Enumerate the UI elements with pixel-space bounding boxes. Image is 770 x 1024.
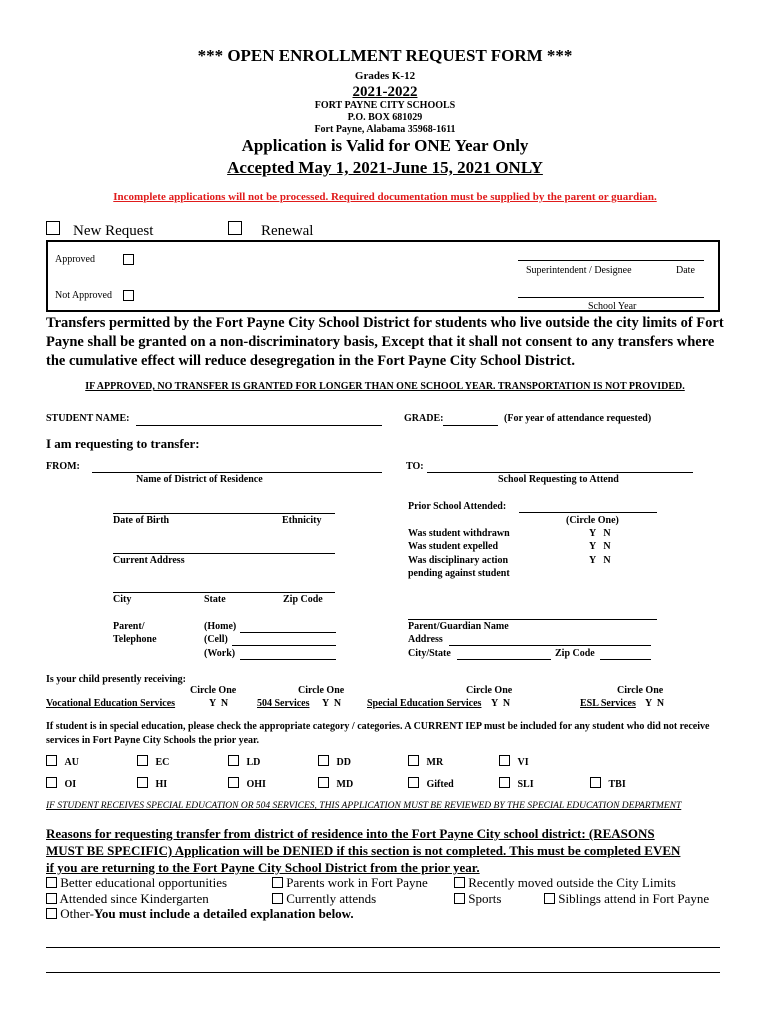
category-gifted[interactable] bbox=[408, 777, 454, 790]
to-caption: School Requesting to Attend bbox=[498, 474, 619, 485]
reason-parents-work[interactable] bbox=[272, 875, 428, 891]
transfer-policy: Transfers permitted by the Fort Payne City School District for students who live outside the city limits of Fort Payne shall be granted on a non-discriminatory basis, Except that it shall not consent to any transfers where the cumulative effect will reduce desegregation in the Fort Payne City School District. bbox=[46, 315, 724, 369]
cell-phone-label: (Cell) bbox=[204, 634, 228, 645]
work-phone-field[interactable] bbox=[240, 648, 336, 660]
guardian-zip-label: Zip Code bbox=[555, 648, 595, 659]
grade-field[interactable] bbox=[443, 413, 498, 426]
withdrawn-yn[interactable]: Y N bbox=[589, 528, 611, 539]
district-name: FORT PAYNE CITY SCHOOLS bbox=[314, 100, 456, 111]
date-label: Date bbox=[676, 265, 695, 276]
other-checkbox[interactable] bbox=[46, 908, 57, 919]
category-ld[interactable] bbox=[228, 755, 260, 768]
vocational-services-label: Vocational Education Services bbox=[46, 698, 176, 709]
parent-label: Parent/ bbox=[113, 621, 145, 632]
tbi-label: TBI bbox=[608, 779, 626, 790]
hi-label: HI bbox=[155, 779, 168, 790]
category-au[interactable] bbox=[46, 755, 79, 768]
ohi-label: OHI bbox=[246, 779, 266, 790]
valid-line: Application is Valid for ONE Year Only bbox=[241, 136, 529, 155]
superintendent-signature-line[interactable] bbox=[518, 248, 704, 261]
special-ed-review-note: IF STUDENT RECEIVES SPECIAL EDUCATION OR 504 SERVICES, THIS APPLICATION MUST BE REVIEWED BY THE SPECIAL EDUCATION DEPARTMENT bbox=[46, 801, 682, 811]
special-ed-yn[interactable]: Y N bbox=[491, 698, 511, 709]
since-kindergarten-label: Attended since Kindergarten bbox=[59, 891, 209, 906]
sports-label: Sports bbox=[468, 891, 502, 906]
category-hi[interactable] bbox=[137, 777, 167, 790]
vi-checkbox[interactable] bbox=[499, 755, 510, 766]
not-approved-label: Not Approved bbox=[55, 290, 112, 301]
esl-yn[interactable]: Y N bbox=[645, 698, 665, 709]
incomplete-warning: Incomplete applications will not be processed. Required documentation must be supplied by the parent or guardian. bbox=[113, 191, 657, 203]
dob-label: Date of Birth bbox=[113, 515, 170, 526]
guardian-name-field[interactable] bbox=[408, 609, 657, 620]
guardian-address-field[interactable] bbox=[449, 634, 651, 646]
special-ed-note: If student is in special education, please check the appropriate category / categories. A CURRENT IEP must be included for any student who did not receive services in Fort Payne City Schools the prior year. bbox=[46, 721, 710, 746]
zip-label: Zip Code bbox=[283, 594, 323, 605]
reason-siblings[interactable] bbox=[544, 891, 709, 907]
approved-label: Approved bbox=[55, 254, 95, 265]
hi-checkbox[interactable] bbox=[137, 777, 148, 788]
from-district-field[interactable] bbox=[92, 461, 382, 473]
parents-work-checkbox[interactable] bbox=[272, 877, 283, 888]
au-label: AU bbox=[64, 757, 79, 768]
siblings-checkbox[interactable] bbox=[544, 893, 555, 904]
withdrawn-label: Was student withdrawn bbox=[408, 528, 510, 539]
ld-label: LD bbox=[246, 757, 261, 768]
city-state-zip-field[interactable] bbox=[113, 582, 335, 593]
au-checkbox[interactable] bbox=[46, 755, 57, 766]
category-md[interactable] bbox=[318, 777, 353, 790]
disciplinary-yn[interactable]: Y N bbox=[589, 555, 611, 566]
oi-label: OI bbox=[64, 779, 77, 790]
reason-other[interactable] bbox=[46, 906, 354, 922]
disciplinary-label-2: pending against student bbox=[408, 568, 510, 579]
ohi-checkbox[interactable] bbox=[228, 777, 239, 788]
student-name-label: STUDENT NAME: bbox=[46, 413, 130, 424]
form-title: *** OPEN ENROLLMENT REQUEST FORM *** bbox=[197, 46, 573, 65]
explanation-line-1[interactable] bbox=[46, 937, 720, 948]
sli-checkbox[interactable] bbox=[499, 777, 510, 788]
grades-label: Grades K-12 bbox=[354, 70, 416, 82]
renewal-option[interactable] bbox=[228, 221, 313, 240]
better-education-label: Better educational opportunities bbox=[60, 875, 228, 890]
sli-label: SLI bbox=[517, 779, 534, 790]
category-sli[interactable] bbox=[499, 777, 534, 790]
reasons-heading-3: if you are returning to the Fort Payne City School District from the prior year. bbox=[46, 860, 480, 875]
currently-attends-checkbox[interactable] bbox=[272, 893, 283, 904]
school-year-label: School Year bbox=[588, 301, 637, 312]
md-checkbox[interactable] bbox=[318, 777, 329, 788]
504-yn[interactable]: Y N bbox=[322, 698, 342, 709]
renewal-checkbox[interactable] bbox=[228, 221, 242, 235]
reason-since-kindergarten[interactable] bbox=[46, 891, 209, 907]
disciplinary-label: Was disciplinary action bbox=[408, 555, 509, 566]
reasons-heading-1: Reasons for requesting transfer from district of residence into the Fort Payne City school district: (REASONS bbox=[46, 826, 655, 841]
state-label: State bbox=[204, 594, 226, 605]
school-year-line[interactable] bbox=[518, 287, 704, 298]
cell-phone-field[interactable] bbox=[232, 634, 336, 646]
guardian-city-field[interactable] bbox=[457, 648, 551, 660]
category-vi[interactable] bbox=[499, 755, 529, 768]
circle-one-label: (Circle One) bbox=[566, 515, 619, 526]
recently-moved-label: Recently moved outside the City Limits bbox=[468, 875, 676, 890]
student-name-field[interactable] bbox=[136, 413, 382, 426]
sports-checkbox[interactable] bbox=[454, 893, 465, 904]
dd-checkbox[interactable] bbox=[318, 755, 329, 766]
recently-moved-checkbox[interactable] bbox=[454, 877, 465, 888]
ec-label: EC bbox=[155, 757, 170, 768]
to-label: TO: bbox=[406, 461, 424, 472]
esl-circle-one: Circle One bbox=[617, 685, 664, 696]
currently-attends-label: Currently attends bbox=[286, 891, 377, 906]
reasons-heading-2: MUST BE SPECIFIC) Application will be DENIED if this section is not completed. This must be completed EVEN bbox=[46, 843, 681, 858]
accepted-line: Accepted May 1, 2021-June 15, 2021 ONLY bbox=[227, 158, 543, 177]
home-phone-field[interactable] bbox=[240, 621, 336, 633]
guardian-name-label: Parent/Guardian Name bbox=[408, 621, 509, 632]
siblings-label: Siblings attend in Fort Payne bbox=[558, 891, 710, 906]
approved-checkbox[interactable] bbox=[123, 254, 134, 265]
ld-checkbox[interactable] bbox=[228, 755, 239, 766]
grade-label: GRADE: bbox=[404, 413, 444, 424]
guardian-city-label: City/State bbox=[408, 648, 451, 659]
vocational-yn[interactable]: Y N bbox=[209, 698, 229, 709]
from-caption: Name of District of Residence bbox=[136, 474, 263, 485]
school-year: 2021-2022 bbox=[352, 84, 418, 100]
explanation-line-2[interactable] bbox=[46, 962, 720, 973]
mr-label: MR bbox=[426, 757, 444, 768]
special-ed-services-label: Special Education Services bbox=[367, 698, 482, 709]
other-instruction: You must include a detailed explanation below. bbox=[93, 906, 354, 921]
reason-recently-moved[interactable] bbox=[454, 875, 676, 891]
renewal-label: Renewal bbox=[261, 223, 314, 239]
expelled-yn[interactable]: Y N bbox=[589, 541, 611, 552]
other-label: Other- bbox=[60, 906, 94, 921]
expelled-label: Was student expelled bbox=[408, 541, 499, 552]
prior-school-label: Prior School Attended: bbox=[408, 501, 507, 512]
parents-work-label: Parents work in Fort Payne bbox=[286, 875, 428, 890]
s504-circle-one: Circle One bbox=[298, 685, 345, 696]
new-request-option[interactable] bbox=[46, 221, 153, 240]
city-label: City bbox=[113, 594, 132, 605]
vi-label: VI bbox=[517, 757, 529, 768]
category-tbi[interactable] bbox=[590, 777, 626, 790]
category-ohi[interactable] bbox=[228, 777, 266, 790]
prior-school-field[interactable] bbox=[519, 501, 657, 513]
sped-circle-one: Circle One bbox=[466, 685, 513, 696]
not-approved-checkbox[interactable] bbox=[123, 290, 134, 301]
gifted-checkbox[interactable] bbox=[408, 777, 419, 788]
superintendent-label: Superintendent / Designee bbox=[526, 265, 632, 276]
guardian-address-label: Address bbox=[408, 634, 443, 645]
guardian-zip-field[interactable] bbox=[600, 648, 651, 660]
transfer-intro: I am requesting to transfer: bbox=[46, 436, 200, 451]
work-phone-label: (Work) bbox=[204, 648, 236, 659]
md-label: MD bbox=[336, 779, 354, 790]
telephone-label: Telephone bbox=[113, 634, 157, 645]
to-school-field[interactable] bbox=[427, 461, 693, 473]
category-ec[interactable] bbox=[137, 755, 169, 768]
tbi-checkbox[interactable] bbox=[590, 777, 601, 788]
mr-checkbox[interactable] bbox=[408, 755, 419, 766]
reason-better-education[interactable] bbox=[46, 875, 227, 891]
po-box: P.O. BOX 681029 bbox=[347, 112, 423, 123]
services-question: Is your child presently receiving: bbox=[46, 674, 186, 685]
home-phone-label: (Home) bbox=[204, 621, 237, 632]
ethnicity-label: Ethnicity bbox=[282, 515, 322, 526]
oi-checkbox[interactable] bbox=[46, 777, 57, 788]
new-request-checkbox[interactable] bbox=[46, 221, 60, 235]
grade-note: (For year of attendance requested) bbox=[504, 413, 652, 424]
category-dd[interactable] bbox=[318, 755, 351, 768]
from-label: FROM: bbox=[46, 461, 80, 472]
dd-label: DD bbox=[336, 757, 351, 768]
new-request-label: New Request bbox=[73, 223, 154, 239]
ec-checkbox[interactable] bbox=[137, 755, 148, 766]
voc-circle-one: Circle One bbox=[190, 685, 237, 696]
office-use-box bbox=[46, 240, 720, 312]
since-kindergarten-checkbox[interactable] bbox=[46, 893, 57, 904]
esl-services-label: ESL Services bbox=[580, 698, 636, 709]
reason-sports[interactable] bbox=[454, 891, 501, 907]
current-address-label: Current Address bbox=[113, 555, 185, 566]
city-line: Fort Payne, Alabama 35968-1611 bbox=[314, 124, 456, 135]
better-education-checkbox[interactable] bbox=[46, 877, 57, 888]
current-address-field[interactable] bbox=[113, 543, 335, 554]
category-mr[interactable] bbox=[408, 755, 443, 768]
504-services-label: 504 Services bbox=[257, 698, 310, 709]
category-oi[interactable] bbox=[46, 777, 76, 790]
gifted-label: Gifted bbox=[426, 779, 454, 790]
reason-currently-attends[interactable] bbox=[272, 891, 376, 907]
dob-ethnicity-field[interactable] bbox=[113, 503, 335, 514]
no-transfer-note: IF APPROVED, NO TRANSFER IS GRANTED FOR LONGER THAN ONE SCHOOL YEAR. TRANSPORTATION IS NOT PROVIDED. bbox=[85, 381, 685, 392]
